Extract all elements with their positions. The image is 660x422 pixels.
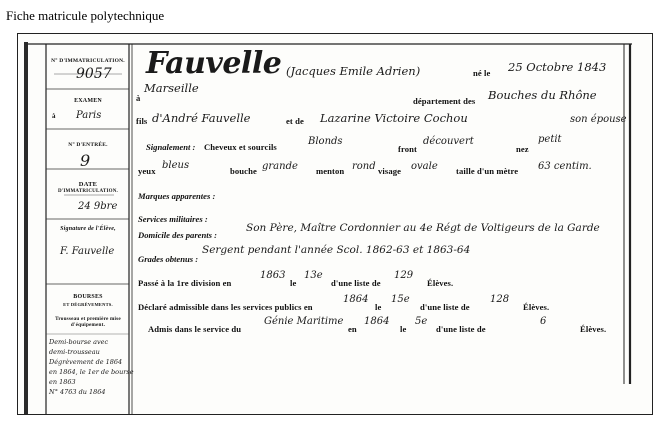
- date-label: DATE: [78, 181, 98, 188]
- immatriculation-value: 9057: [76, 66, 112, 82]
- sidebar-note: en 1863: [49, 378, 76, 386]
- services-label: Services militaires :: [138, 214, 208, 224]
- face-value: ovale: [411, 161, 438, 172]
- passe-mid: le: [290, 278, 297, 288]
- sidebar-note: Dégrèvement de 1864: [49, 358, 123, 366]
- admis-rank: 5e: [415, 316, 428, 327]
- forehead-label: front: [398, 144, 417, 154]
- admis-mid1: en: [348, 324, 357, 334]
- declare-rank: 15e: [391, 294, 410, 305]
- spouse-note: son épouse: [570, 114, 627, 125]
- mouth-label: bouche: [230, 166, 257, 176]
- sidebar-note: demi-trousseau: [49, 348, 100, 356]
- signalement-label: Signalement :: [146, 142, 196, 152]
- parents-and: et de: [286, 116, 304, 126]
- eyes-label: yeux: [138, 166, 156, 176]
- admis-total: 6: [540, 316, 547, 327]
- born-label: né le: [473, 68, 491, 78]
- declare-mid: le: [375, 302, 382, 312]
- admis-service: Génie Maritime: [264, 316, 344, 327]
- mouth-value: grande: [262, 161, 298, 172]
- signature-label: Signature de l'Élève,: [60, 226, 116, 232]
- passe-total: 129: [394, 270, 414, 281]
- passe-year: 1863: [260, 270, 286, 281]
- declare-suffix: Élèves.: [523, 302, 550, 312]
- signature-value: F. Fauvelle: [60, 246, 115, 257]
- eyes-value: bleus: [162, 160, 190, 171]
- birthplace: Marseille: [144, 81, 199, 95]
- passe-rank: 13e: [304, 270, 323, 281]
- date-label-2: D'IMMATRICULATION.: [58, 189, 118, 194]
- admis-mid2: d'une liste de: [436, 324, 486, 334]
- department-label: département des: [413, 96, 476, 106]
- given-names: (Jacques Emile Adrien): [286, 64, 421, 78]
- sidebar-note: Demi-bourse avec: [49, 338, 109, 346]
- admis-mid: le: [400, 324, 407, 334]
- examen-label: EXAMEN: [74, 98, 102, 104]
- sidebar-note: N° 4763 du 1864: [49, 388, 106, 396]
- ordre-label: N° D'ENTRÉE.: [68, 142, 108, 148]
- admis-year: 1864: [364, 316, 390, 327]
- sidebar-notes: [49, 337, 141, 397]
- face-label: visage: [378, 166, 402, 176]
- marques-label: Marques apparentes :: [138, 191, 216, 201]
- department: Bouches du Rhône: [488, 88, 597, 102]
- examen-prefix: à: [52, 112, 56, 120]
- passe-prefix: Passé à la 1re division en: [138, 278, 232, 288]
- passe-mid2: d'une liste de: [331, 278, 381, 288]
- passe-suffix: Élèves.: [427, 278, 454, 288]
- forehead-value: découvert: [423, 136, 474, 147]
- height-value: 63 centim.: [538, 161, 592, 172]
- grades-label: Grades obtenus :: [138, 254, 199, 264]
- bourses-label: BOURSES: [73, 294, 103, 300]
- nose-label: nez: [516, 144, 529, 154]
- record-card-image: [17, 33, 653, 415]
- domicile-label: Domicile des parents :: [138, 230, 218, 240]
- height-label: taille d'un mètre: [456, 166, 519, 176]
- admis-prefix: Admis dans le service du: [148, 324, 242, 334]
- chin-value: rond: [352, 161, 376, 172]
- mother: Lazarine Victoire Cochou: [320, 111, 468, 125]
- father: d'André Fauvelle: [152, 111, 251, 125]
- ordre-value: 9: [80, 151, 91, 170]
- page-title: Fiche matricule polytechnique: [6, 8, 165, 23]
- hair-label: Cheveux et sourcils: [204, 142, 277, 152]
- parents-prefix: fils: [136, 116, 148, 126]
- declare-prefix: Déclaré admissible dans les services publics en: [138, 302, 313, 312]
- hair-value: Blonds: [308, 136, 343, 147]
- immatriculation-label: N° D'IMMATRICULATION.: [51, 58, 125, 64]
- bourses-sublabel: ET DÉGRÈVEMENTS.: [63, 302, 113, 307]
- nose-value: petit: [538, 134, 562, 145]
- date-value: 24 9bre: [78, 201, 118, 212]
- birthplace-prefix: à: [136, 93, 141, 103]
- domicile-value: Son Père, Maître Cordonnier au 4e Régt de Voltigeurs de la Garde: [246, 222, 600, 234]
- birth-date: 25 Octobre 1843: [508, 60, 607, 74]
- sidebar-note: en 1864, le 1er de bourse: [49, 368, 134, 376]
- trousseau-label: Trousseau et première mise d'équipement.: [55, 316, 121, 328]
- declare-year: 1864: [343, 294, 369, 305]
- chin-label: menton: [316, 166, 345, 176]
- declare-mid2: d'une liste de: [420, 302, 470, 312]
- examen-value: Paris: [76, 110, 102, 121]
- surname: Fauvelle: [146, 46, 282, 81]
- admis-suffix: Élèves.: [580, 324, 607, 334]
- grades-value: Sergent pendant l'année Scol. 1862-63 et 1863-64: [202, 244, 471, 256]
- declare-total: 128: [490, 294, 510, 305]
